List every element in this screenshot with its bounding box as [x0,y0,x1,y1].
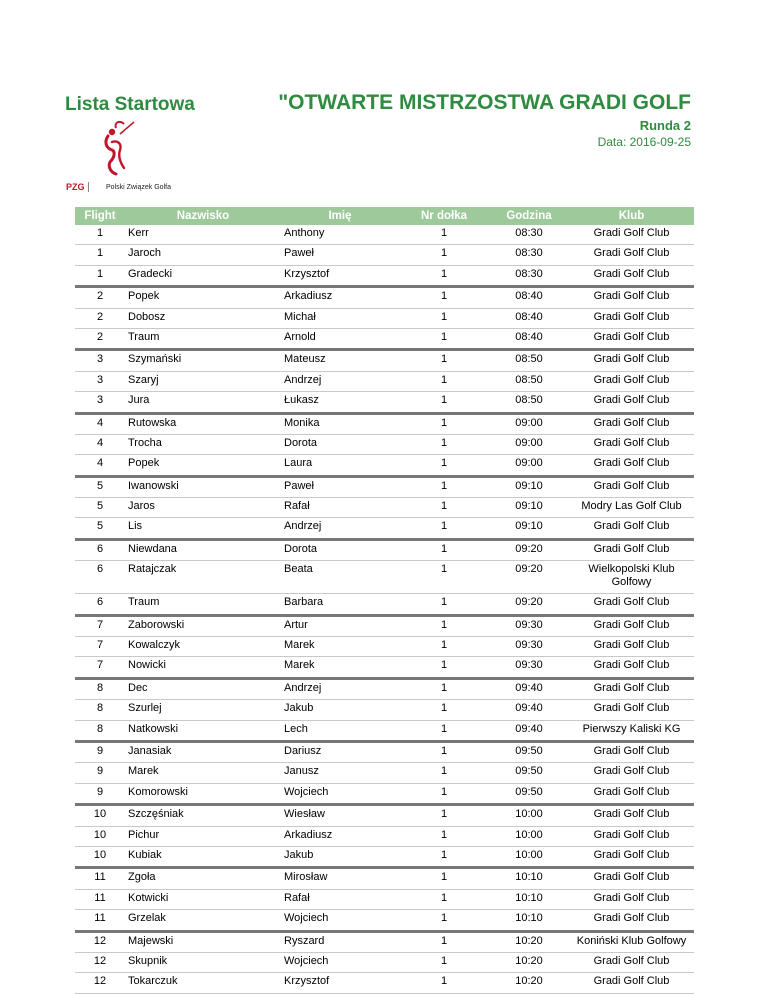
cell-club: Gradi Golf Club [593,765,670,778]
cell-first-name: Janusz [284,765,319,778]
golfer-icon [90,118,140,180]
cell-club: Gradi Golf Club [593,785,670,798]
cell-time: 09:30 [515,618,543,631]
cell-time: 08:50 [515,373,543,386]
cell-club: Gradi Golf Club [593,520,670,533]
cell-hole: 1 [440,227,448,239]
table-row [75,392,694,413]
cell-flight: 1 [96,227,104,239]
cell-flight: 10 [93,848,107,861]
cell-club: Koniński Klub Golfowy [576,934,687,947]
cell-time: 09:00 [515,457,543,470]
cell-club: Pierwszy Kaliski KG [582,722,681,735]
cell-surname: Kowalczyk [128,639,180,652]
cell-time: 09:30 [515,659,543,672]
cell-time: 08:30 [515,227,543,239]
cell-first-name: Rafał [284,891,310,904]
cell-surname: Marek [128,765,159,778]
cell-hole: 1 [440,808,448,821]
cell-time: 09:20 [515,542,543,555]
cell-flight: 3 [96,373,104,386]
cell-surname: Szczęśniak [128,808,184,821]
table-row [75,846,694,867]
cell-flight: 8 [96,702,104,715]
cell-first-name: Dorota [284,542,318,555]
cell-surname: Niewdana [128,542,177,555]
cell-surname: Jaros [128,500,155,513]
cell-flight: 2 [96,310,104,323]
table-row [75,783,694,804]
cell-first-name: Paweł [284,247,314,260]
cell-hole: 1 [440,891,448,904]
table-row [75,952,694,972]
cell-surname: Dec [128,681,148,694]
cell-surname: Jaroch [128,247,162,260]
cell-club: Gradi Golf Club [593,479,670,492]
cell-club: Gradi Golf Club [593,975,670,988]
cell-time: 09:40 [515,681,543,694]
col-header-hole: Nr dołka [399,207,489,225]
cell-time: 08:30 [515,247,543,260]
cell-surname: Lis [128,520,143,533]
cell-surname: Gradecki [128,267,173,280]
table-row [75,615,694,636]
col-header-club: Klub [569,207,694,225]
cell-time: 09:10 [515,479,543,492]
cell-hole: 1 [440,267,448,280]
table-row [75,826,694,846]
cell-first-name: Andrzej [284,373,322,386]
cell-club: Gradi Golf Club [593,681,670,694]
cell-flight: 5 [96,500,104,513]
cell-club: Gradi Golf Club [593,353,670,366]
table-row [75,763,694,783]
cell-flight: 4 [96,436,104,449]
cell-hole: 1 [440,247,448,260]
table-row [75,741,694,762]
round-label: Runda 2 [639,118,691,133]
cell-first-name: Łukasz [284,394,319,407]
cell-flight: 1 [96,247,104,260]
cell-flight: 9 [96,765,104,778]
cell-flight: 3 [96,353,104,366]
cell-time: 09:30 [515,639,543,652]
table-row [75,245,694,265]
cell-time: 10:00 [515,808,543,821]
cell-club: Gradi Golf Club [593,871,670,884]
col-header-time: Godzina [489,207,569,225]
cell-first-name: Wojciech [284,785,329,798]
cell-club: Gradi Golf Club [593,596,670,609]
cell-surname: Grzelak [128,912,166,925]
cell-first-name: Beata [284,563,313,576]
cell-hole: 1 [440,310,448,323]
cell-time: 08:50 [515,353,543,366]
cell-surname: Kotwicki [128,891,169,904]
cell-first-name: Mirosław [284,871,328,884]
cell-first-name: Dorota [284,436,318,449]
table-row [75,518,694,539]
cell-club: Gradi Golf Club [593,227,670,239]
cell-hole: 1 [440,744,448,757]
table-row [75,539,694,560]
cell-surname: Natkowski [128,722,179,735]
cell-flight: 12 [93,975,107,988]
cell-first-name: Marek [284,639,315,652]
cell-club: Gradi Golf Club [593,247,670,260]
cell-surname: Komorowski [128,785,188,798]
cell-first-name: Wojciech [284,954,329,967]
cell-club: Gradi Golf Club [593,310,670,323]
cell-club: Gradi Golf Club [593,542,670,555]
cell-surname: Rutowska [128,416,177,429]
cell-time: 09:20 [515,563,543,576]
cell-hole: 1 [440,934,448,947]
table-row [75,594,694,615]
cell-time: 10:10 [515,871,543,884]
cell-club: Modry Las Golf Club [581,500,682,513]
cell-club: Gradi Golf Club [593,457,670,470]
table-row [75,434,694,454]
cell-first-name: Marek [284,659,315,672]
cell-first-name: Ryszard [284,934,325,947]
cell-flight: 12 [93,954,107,967]
cell-time: 08:40 [515,330,543,343]
cell-surname: Zaborowski [128,618,185,631]
col-header-flight: Flight [75,207,125,225]
cell-flight: 4 [96,416,104,429]
cell-hole: 1 [440,681,448,694]
cell-hole: 1 [440,785,448,798]
cell-flight: 4 [96,457,104,470]
cell-time: 10:20 [515,975,543,988]
table-row [75,287,694,308]
cell-hole: 1 [440,871,448,884]
cell-first-name: Andrzej [284,520,322,533]
cell-hole: 1 [440,542,448,555]
cell-flight: 10 [93,828,107,841]
cell-time: 08:30 [515,267,543,280]
cell-time: 09:10 [515,500,543,513]
cell-surname: Popek [128,457,160,470]
logo-org-name: Polski Związek Golfa [106,184,171,191]
cell-flight: 11 [94,891,106,904]
cell-time: 10:10 [515,912,543,925]
cell-club: Wielkopolski Klub Golfowy [588,563,675,589]
cell-hole: 1 [440,722,448,735]
cell-surname: Janasiak [128,744,172,757]
cell-hole: 1 [440,290,448,303]
cell-club: Gradi Golf Club [593,639,670,652]
cell-first-name: Rafał [284,500,310,513]
cell-hole: 1 [440,436,448,449]
cell-time: 09:50 [515,765,543,778]
table-row [75,657,694,678]
cell-time: 09:50 [515,785,543,798]
cell-first-name: Krzysztof [284,267,330,280]
cell-first-name: Laura [284,457,313,470]
cell-first-name: Wiesław [284,808,325,821]
cell-flight: 11 [94,871,106,884]
cell-first-name: Andrzej [284,681,322,694]
table-row [75,328,694,349]
cell-hole: 1 [440,394,448,407]
cell-time: 10:10 [515,891,543,904]
table-row [75,498,694,518]
cell-club: Gradi Golf Club [593,267,670,280]
cell-first-name: Arkadiusz [284,290,333,303]
table-row [75,225,694,245]
table-row [75,678,694,699]
cell-hole: 1 [440,563,448,576]
cell-first-name: Jakub [284,848,314,861]
cell-hole: 1 [440,353,448,366]
cell-flight: 5 [96,479,104,492]
col-header-first-name: Imię [281,207,399,225]
table-row [75,265,694,286]
cell-first-name: Anthony [284,227,325,239]
cell-first-name: Mateusz [284,353,326,366]
cell-club: Gradi Golf Club [593,954,670,967]
cell-hole: 1 [440,479,448,492]
cell-first-name: Monika [284,416,320,429]
table-row [75,476,694,497]
cell-time: 09:00 [515,436,543,449]
table-row [75,561,694,594]
cell-flight: 3 [96,394,104,407]
logo-abbr: PZG [66,182,89,192]
cell-first-name: Lech [284,722,308,735]
cell-flight: 11 [94,912,106,925]
table-row [75,720,694,741]
cell-hole: 1 [440,330,448,343]
cell-first-name: Jakub [284,702,314,715]
cell-flight: 9 [96,785,104,798]
cell-surname: Szaryj [128,373,159,386]
cell-first-name: Dariusz [284,744,322,757]
cell-hole: 1 [440,954,448,967]
cell-surname: Nowicki [128,659,166,672]
pzg-logo [66,118,176,198]
cell-surname: Pichur [128,828,160,841]
cell-first-name: Arkadiusz [284,828,333,841]
table-row [75,805,694,826]
cell-club: Gradi Golf Club [593,394,670,407]
cell-surname: Dobosz [128,310,166,323]
cell-hole: 1 [440,618,448,631]
cell-time: 09:00 [515,416,543,429]
cell-time: 09:10 [515,520,543,533]
cell-time: 09:50 [515,744,543,757]
cell-flight: 6 [96,563,104,576]
cell-flight: 2 [96,330,104,343]
cell-flight: 7 [96,618,104,631]
cell-first-name: Arnold [284,330,316,343]
cell-club: Gradi Golf Club [593,436,670,449]
cell-time: 10:00 [515,848,543,861]
cell-hole: 1 [440,828,448,841]
cell-time: 08:40 [515,290,543,303]
cell-club: Gradi Golf Club [593,912,670,925]
cell-surname: Kerr [128,227,149,239]
cell-hole: 1 [440,457,448,470]
cell-hole: 1 [440,702,448,715]
cell-flight: 8 [96,681,104,694]
list-title: Lista Startowa [65,94,195,115]
cell-flight: 1 [96,267,104,280]
cell-hole: 1 [440,848,448,861]
col-header-surname: Nazwisko [125,207,281,225]
cell-flight: 10 [93,808,107,821]
cell-hole: 1 [440,659,448,672]
table-row [75,910,694,931]
cell-hole: 1 [440,912,448,925]
cell-club: Gradi Golf Club [593,618,670,631]
cell-club: Gradi Golf Club [593,828,670,841]
table-row [75,308,694,328]
cell-first-name: Krzysztof [284,975,330,988]
cell-first-name: Barbara [284,596,324,609]
table-row [75,868,694,889]
cell-surname: Jura [128,394,150,407]
cell-flight: 9 [96,744,104,757]
cell-club: Gradi Golf Club [593,659,670,672]
cell-surname: Majewski [128,934,174,947]
cell-surname: Zgoła [128,871,156,884]
cell-surname: Tokarczuk [128,975,178,988]
cell-flight: 6 [96,542,104,555]
cell-club: Gradi Golf Club [593,848,670,861]
cell-club: Gradi Golf Club [593,891,670,904]
cell-time: 09:40 [515,722,543,735]
cell-hole: 1 [440,416,448,429]
cell-club: Gradi Golf Club [593,744,670,757]
table-row [75,973,694,993]
cell-time: 09:40 [515,702,543,715]
cell-club: Gradi Golf Club [593,808,670,821]
table-row [75,350,694,371]
cell-flight: 12 [93,934,107,947]
event-title: "OTWARTE MISTRZOSTWA GRADI GOLF [278,91,691,114]
table-row [75,889,694,909]
cell-time: 08:40 [515,310,543,323]
cell-hole: 1 [440,500,448,513]
cell-hole: 1 [440,639,448,652]
cell-flight: 8 [96,722,104,735]
cell-first-name: Wojciech [284,912,329,925]
cell-surname: Traum [128,596,160,609]
cell-flight: 5 [96,520,104,533]
cell-surname: Popek [128,290,160,303]
table-row [75,700,694,720]
cell-surname: Szurlej [128,702,162,715]
start-list-table [75,207,694,994]
cell-hole: 1 [440,975,448,988]
table-row [75,413,694,434]
cell-club: Gradi Golf Club [593,330,670,343]
cell-club: Gradi Golf Club [593,373,670,386]
cell-flight: 7 [96,659,104,672]
cell-hole: 1 [440,520,448,533]
table-row [75,455,694,476]
cell-surname: Traum [128,330,160,343]
date-label: Data: 2016-09-25 [597,135,691,149]
cell-time: 10:20 [515,954,543,967]
cell-surname: Szymański [128,353,182,366]
cell-first-name: Paweł [284,479,314,492]
cell-surname: Trocha [128,436,162,449]
cell-flight: 7 [96,639,104,652]
table-row [75,371,694,391]
cell-club: Gradi Golf Club [593,702,670,715]
table-row [75,931,694,952]
cell-surname: Ratajczak [128,563,177,576]
cell-flight: 2 [96,290,104,303]
cell-surname: Iwanowski [128,479,179,492]
cell-time: 10:20 [515,934,543,947]
table-row [75,637,694,657]
cell-hole: 1 [440,373,448,386]
cell-hole: 1 [440,765,448,778]
cell-first-name: Michał [284,310,316,323]
cell-first-name: Artur [284,618,308,631]
cell-club: Gradi Golf Club [593,416,670,429]
cell-time: 10:00 [515,828,543,841]
cell-time: 09:20 [515,596,543,609]
cell-hole: 1 [440,596,448,609]
cell-surname: Skupnik [128,954,168,967]
cell-time: 08:50 [515,394,543,407]
cell-surname: Kubiak [128,848,162,861]
cell-club: Gradi Golf Club [593,290,670,303]
cell-flight: 6 [96,596,104,609]
table-header-row [75,207,694,225]
